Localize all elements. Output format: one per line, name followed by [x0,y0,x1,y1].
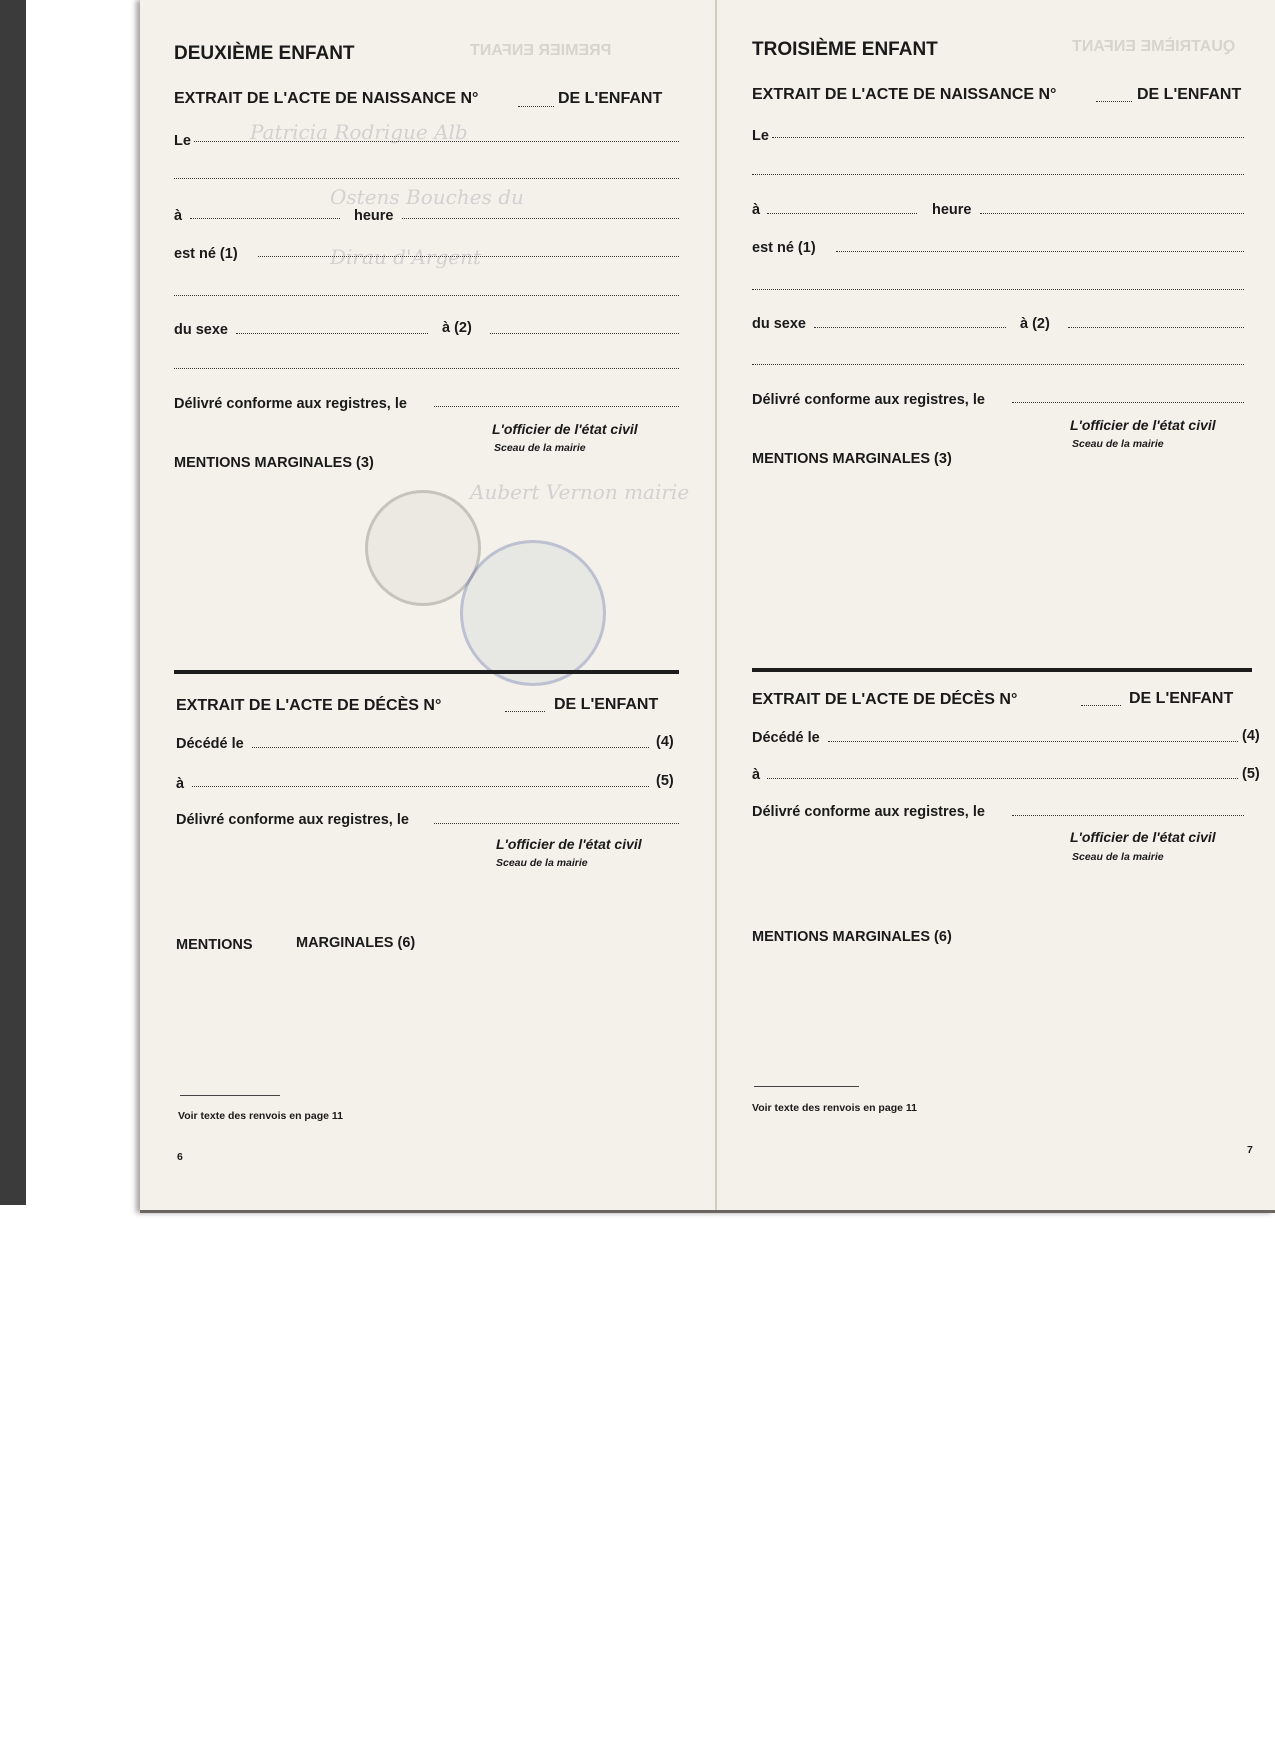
mairie-seal-stamp-blue [460,540,606,686]
death-seal-label: Sceau de la mairie [1072,851,1164,863]
death-place-label: à [176,776,185,792]
parent-field[interactable] [1068,327,1244,328]
birth-hour-field[interactable] [402,218,679,219]
death-issued-date-field[interactable] [1012,815,1244,816]
parent-label: à (2) [442,320,472,336]
death-extract-header: EXTRAIT DE L'ACTE DE DÉCÈS N° [176,697,442,714]
birth-hour-label: heure [932,202,972,218]
issued-label: Délivré conforme aux registres, le [174,396,407,412]
sex-field[interactable] [236,333,428,334]
show-through-handwriting: Aubert Vernon mairie [470,480,690,504]
death-marginal-mentions-label-b: MARGINALES (6) [296,935,416,951]
issued-date-field[interactable] [434,406,679,407]
birth-date-field[interactable] [772,137,1244,138]
section-divider [174,670,679,674]
birth-hour-field[interactable] [980,213,1244,214]
note-ref-4: (4) [656,734,674,750]
birth-extract-header: EXTRAIT DE L'ACTE DE NAISSANCE N° [174,90,479,107]
birth-date-field-line2[interactable] [752,174,1244,175]
death-act-number-field[interactable] [505,711,545,712]
death-extract-header-suffix: DE L'ENFANT [554,696,659,713]
death-issued-label: Délivré conforme aux registres, le [176,812,409,828]
child-title: TROISIÈME ENFANT [752,39,938,60]
show-through-handwriting: Patricia Rodrigue Alb [250,120,468,144]
parent-field-line2[interactable] [174,368,679,369]
death-place-label: à [752,767,761,783]
sex-label: du sexe [174,322,228,338]
birth-extract-header-suffix: DE L'ENFANT [558,90,663,107]
footnote-rule [754,1086,859,1087]
birth-place-field[interactable] [190,218,340,219]
scan-background-edge [0,0,26,1205]
show-through-text: PREMIER ENFANT [470,42,612,59]
parent-field-line2[interactable] [752,364,1244,365]
note-ref-4: (4) [1242,728,1260,744]
marginal-mentions-label: MENTIONS MARGINALES (3) [174,455,374,471]
note-ref-5: (5) [1242,766,1260,782]
footnote-rule [180,1095,280,1096]
birth-place-label: à [174,208,183,224]
sex-label: du sexe [752,316,806,332]
parent-field[interactable] [490,333,679,334]
death-marginal-mentions-label: MENTIONS MARGINALES (6) [752,929,952,945]
child-name-field-line2[interactable] [752,289,1244,290]
birth-date-field[interactable] [194,141,679,142]
child-name-field[interactable] [836,251,1244,252]
seal-label: Sceau de la mairie [1072,438,1164,450]
act-number-field[interactable] [518,106,554,107]
death-date-label: Décédé le [176,736,244,752]
birth-place-label: à [752,202,761,218]
death-issued-date-field[interactable] [434,823,679,824]
sex-field[interactable] [814,327,1006,328]
page-6 [140,0,715,1205]
child-name-field[interactable] [258,256,679,257]
death-date-field[interactable] [252,747,649,748]
act-number-field[interactable] [1096,101,1132,102]
death-extract-header-suffix: DE L'ENFANT [1129,690,1234,707]
section-divider [752,668,1252,672]
death-act-number-field[interactable] [1081,705,1121,706]
officer-label: L'officier de l'état civil [1070,417,1216,433]
death-officer-label: L'officier de l'état civil [1070,829,1216,845]
death-place-field[interactable] [767,778,1238,779]
show-through-handwriting: Ostens Bouches du [330,185,524,209]
death-issued-label: Délivré conforme aux registres, le [752,804,985,820]
issued-label: Délivré conforme aux registres, le [752,392,985,408]
page-number: 6 [177,1151,183,1163]
birth-date-label: Le [752,128,769,144]
birth-extract-header: EXTRAIT DE L'ACTE DE NAISSANCE N° [752,86,1057,103]
death-date-field[interactable] [828,741,1238,742]
issued-date-field[interactable] [1012,402,1244,403]
death-officer-label: L'officier de l'état civil [496,836,642,852]
birth-hour-label: heure [354,208,394,224]
show-through-handwriting: Dirau d'Argent [330,245,482,269]
death-place-field[interactable] [192,786,649,787]
marginal-mentions-label: MENTIONS MARGINALES (3) [752,451,952,467]
death-marginal-mentions-label: MENTIONS [176,937,253,953]
page-7 [717,0,1275,1205]
born-label: est né (1) [752,240,816,256]
seal-label: Sceau de la mairie [494,442,586,454]
death-date-label: Décédé le [752,730,820,746]
child-title: DEUXIÈME ENFANT [174,43,355,64]
death-seal-label: Sceau de la mairie [496,857,588,869]
parent-label: à (2) [1020,316,1050,332]
death-extract-header: EXTRAIT DE L'ACTE DE DÉCÈS N° [752,691,1018,708]
birth-extract-header-suffix: DE L'ENFANT [1137,86,1242,103]
birth-date-label: Le [174,133,191,149]
show-through-text: QUATRIÈME ENFANT [1072,38,1236,55]
footnote-reference: Voir texte des renvois en page 11 [178,1110,343,1122]
note-ref-5: (5) [656,773,674,789]
born-label: est né (1) [174,246,238,262]
birth-date-field-line2[interactable] [174,178,679,179]
child-name-field-line2[interactable] [174,295,679,296]
birth-place-field[interactable] [767,213,917,214]
officer-label: L'officier de l'état civil [492,421,638,437]
footnote-reference: Voir texte des renvois en page 11 [752,1102,917,1114]
livret-de-famille-spread [140,0,1275,1213]
page-number: 7 [1247,1144,1253,1156]
